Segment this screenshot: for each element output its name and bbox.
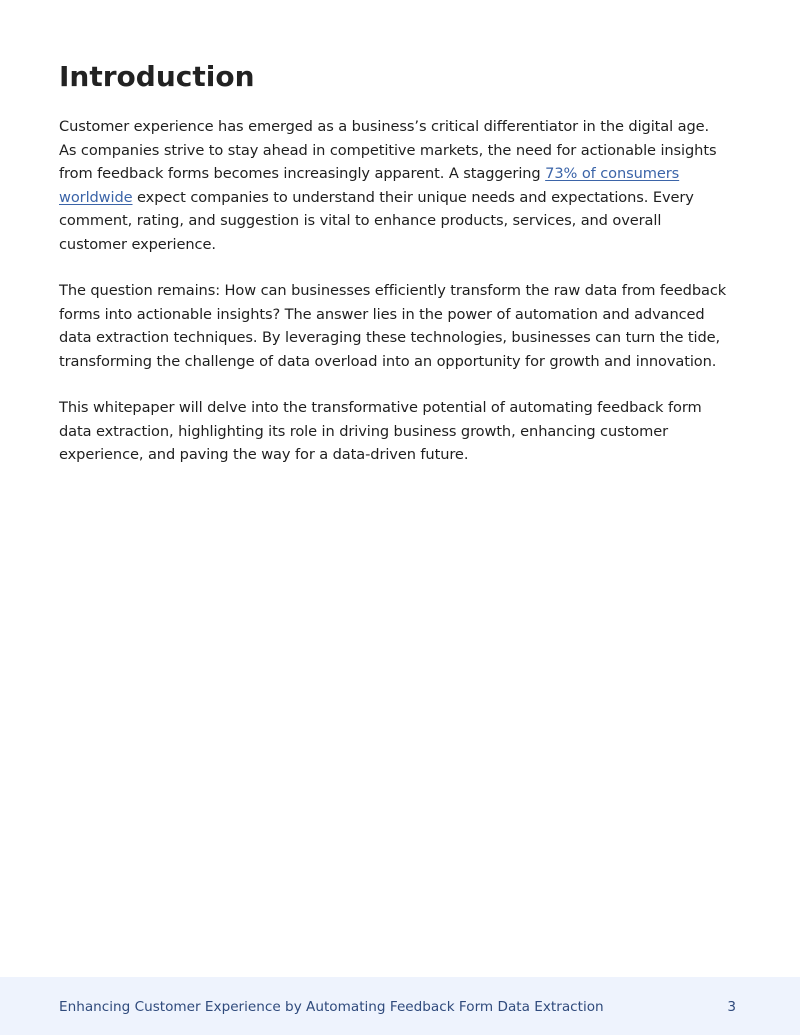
paragraph-text-before-link: Customer experience has emerged as a business’s critical differentiator in the digital age. As companies strive to stay ahead in competitive markets, the need for actionable insights from feedback forms becomes increasingly apparent. A staggering bbox=[59, 118, 717, 182]
intro-paragraph-2: The question remains: How can businesses efficiently transform the raw data from feedback forms into actionable insights? The answer lies in the power of automation and advanced data extraction techniques. By leveraging these technologies, businesses can turn the tide, transforming the challenge of data overload into an opportunity for growth and innovation. bbox=[59, 282, 727, 370]
intro-paragraph-1 bbox=[59, 115, 729, 256]
intro-paragraph-3: This whitepaper will delve into the transformative potential of automating feedback form data extraction, highlighting its role in driving business growth, enhancing customer experience, and paving the way for a data-driven future. bbox=[59, 399, 702, 463]
page-heading: Introduction bbox=[59, 60, 255, 93]
page-footer bbox=[0, 977, 800, 1035]
consumers-worldwide-link[interactable]: 73% of consumers worldwide bbox=[59, 165, 680, 206]
footer-document-title: Enhancing Customer Experience by Automating Feedback Form Data Extraction bbox=[59, 999, 604, 1015]
document-page-content bbox=[59, 58, 729, 490]
paragraph-text-after-link: expect companies to understand their unique needs and expectations. Every comment, rating, and suggestion is vital to enhance products, services, and overall customer experience. bbox=[59, 188, 694, 253]
page-number: 3 bbox=[727, 999, 736, 1015]
